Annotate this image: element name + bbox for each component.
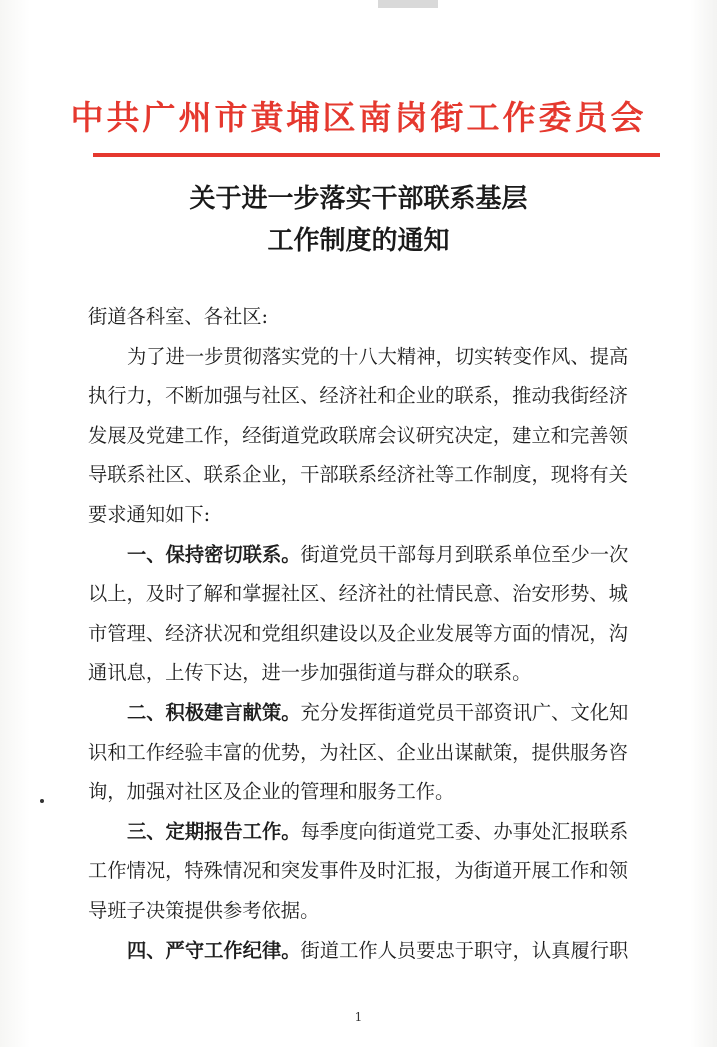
paragraph-line: 以上，及时了解和掌握社区、经济社的社情民意、治安形势、城 [88,582,628,606]
section-text: 每季度向街道党工委、办事处汇报联系 [300,819,629,843]
scan-artifact [378,0,438,8]
section-heading: 四、严守工作纪律。 [127,938,301,962]
paragraph-line [88,693,668,733]
paragraph-line: 要求通知如下: [88,502,211,526]
masthead: 中共广州市黄埔区南岗街工作委员会 [70,98,647,137]
section-text: 充分发挥街道党员干部资讯广、文化知 [300,700,629,724]
paragraph-line: 工作情况，特殊情况和突发事件及时汇报，为街道开展工作和领 [88,859,628,883]
paragraph-line [88,812,668,852]
scan-speck [40,799,44,803]
red-divider-line [93,153,660,157]
section-2 [88,693,668,812]
paragraph-line: 导联系社区、联系企业，干部联系经济社等工作制度，现将有关 [88,463,628,487]
section-heading: 一、保持密切联系。 [127,542,301,566]
section-4 [88,931,668,971]
paragraph-line: 执行力，不断加强与社区、经济社和企业的联系，推动我街经济 [88,384,628,408]
section-1 [88,535,668,693]
page-number: 1 [354,1010,363,1024]
paragraph-line: 导班子决策提供参考依据。 [88,898,320,922]
section-heading: 三、定期报告工作。 [127,819,301,843]
title-line-2: 工作制度的通知 [267,226,450,256]
paragraph-line: 市管理、经济状况和党组织建设以及企业发展等方面的情况，沟 [88,621,628,645]
section-heading: 二、积极建言献策。 [127,700,301,724]
document-title [0,178,717,262]
paragraph-line: 识和工作经验丰富的优势，为社区、企业出谋献策，提供服务咨 [88,740,628,764]
section-text: 街道工作人员要忠于职守，认真履行职 [300,938,629,962]
intro-paragraph [88,337,668,535]
paragraph-line: 为了进一步贯彻落实党的十八大精神，切实转变作风、提高 [127,344,629,368]
document-body [88,297,668,970]
paragraph-line: 发展及党建工作，经街道党政联席会议研究决定，建立和完善领 [88,423,628,447]
paragraph-line [88,931,668,971]
paragraph-line: 询，加强对社区及企业的管理和服务工作。 [88,780,455,804]
title-line-1: 关于进一步落实干部联系基层 [189,184,528,214]
paragraph-line: 通讯息，上传下达，进一步加强街道与群众的联系。 [88,661,532,685]
paragraph-line [88,535,668,575]
section-3 [88,812,668,931]
section-text: 街道党员干部每月到联系单位至少一次 [300,542,629,566]
salutation: 街道各科室、各社区: [88,305,269,328]
